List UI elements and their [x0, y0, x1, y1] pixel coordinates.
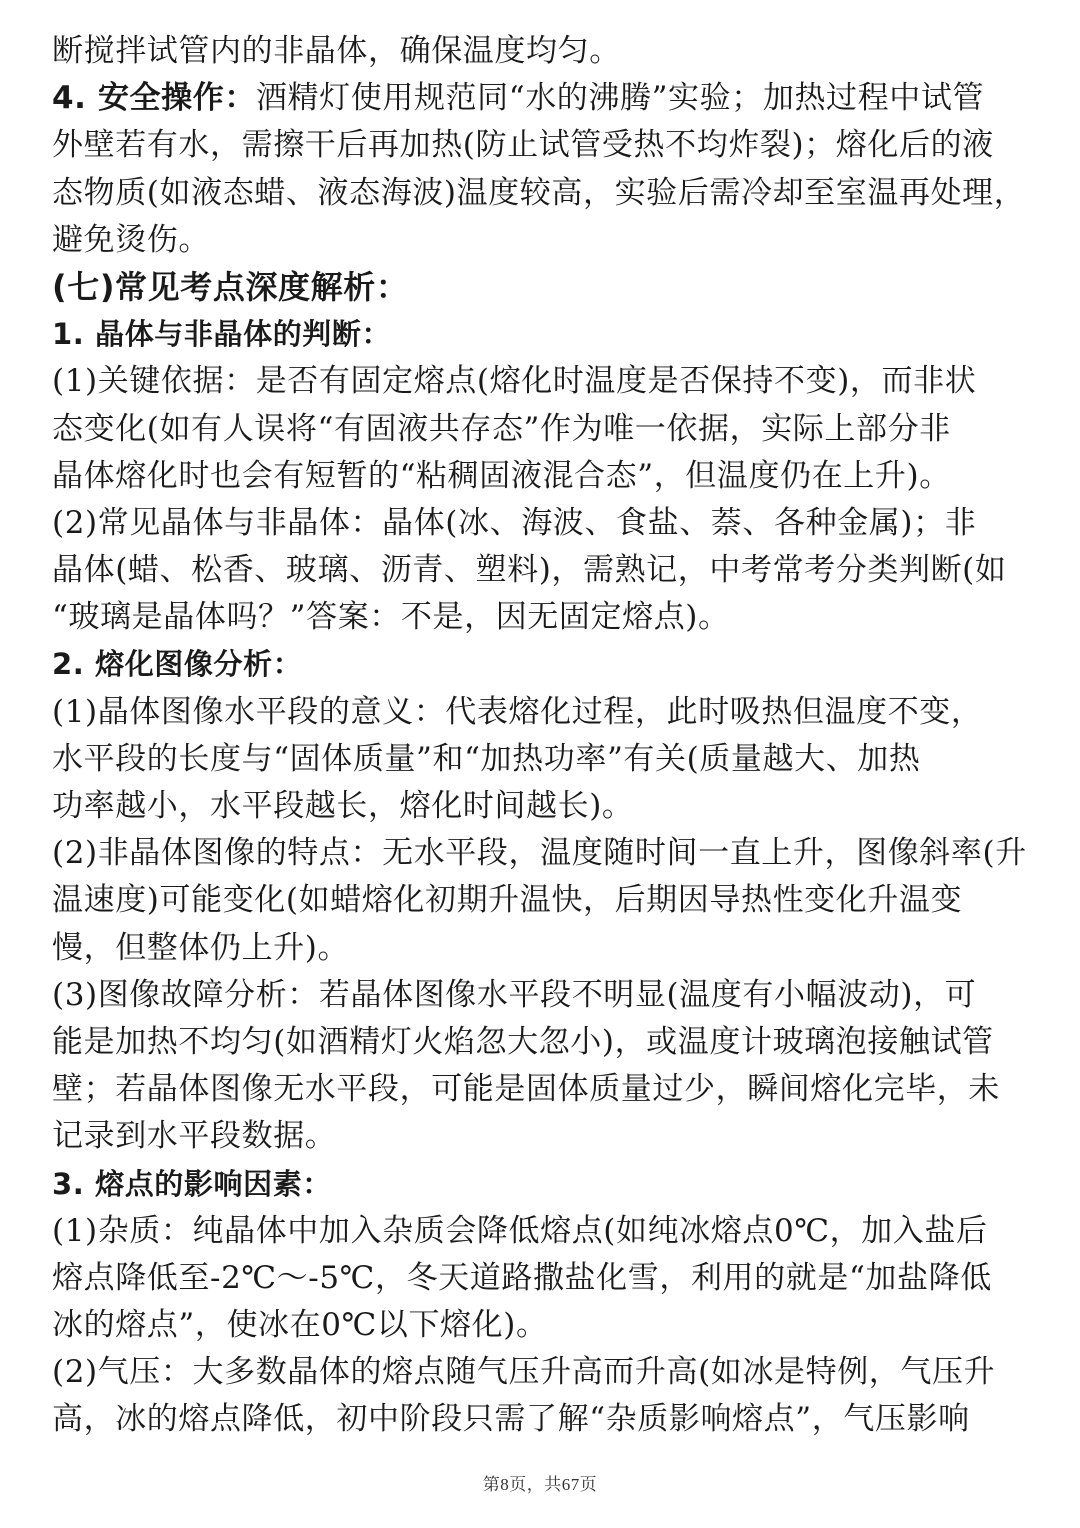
text-line: “玻璃是晶体吗？”答案：不是，因无固定熔点)。 [52, 599, 730, 636]
text-line: (1)杂质：纯晶体中加入杂质会降低熔点(如纯冰熔点0℃，加入盐后 [52, 1212, 988, 1249]
text-line: 功率越小，水平段越长，熔化时间越长)。 [52, 788, 634, 824]
subsection-heading: 3. 熔点的影响因素： [52, 1166, 332, 1201]
text-line: 水平段的长度与“固体质量”和“加热功率”有关(质量越大、加热 [52, 740, 921, 777]
text-line: 晶体(蜡、松香、玻璃、沥青、塑料)，需熟记，中考常考分类判断(如 [52, 552, 1007, 589]
text-line: 4. 安全操作：酒精灯使用规范同“水的沸腾”实验；加热过程中试管 [52, 80, 985, 117]
text-line: (2)常见晶体与非晶体：晶体(冰、海波、食盐、萘、各种金属)；非 [52, 504, 977, 541]
text-line: 能是加热不均匀(如酒精灯火焰忽大忽小)，或温度计玻璃泡接触试管 [52, 1023, 994, 1060]
text-line: 避免烫伤。 [52, 221, 210, 258]
text-line: 高，冰的熔点降低，初中阶段只需了解“杂质影响熔点”，气压影响 [52, 1401, 970, 1438]
text-line: (2)气压：大多数晶体的熔点随气压升高而升高(如冰是特例，气压升 [52, 1354, 996, 1391]
section-heading: (七)常见考点深度解析： [52, 267, 409, 306]
text-line: 外壁若有水，需擦干后再加热(防止试管受热不均炸裂)；熔化后的液 [52, 127, 994, 164]
page-number: 第8页，共67页 [482, 1475, 598, 1494]
item-lead: 4. 安全操作： [52, 80, 256, 117]
subsection-heading: 2. 熔化图像分析： [52, 647, 303, 682]
text-line: (3)图像故障分析：若晶体图像水平段不明显(温度有小幅波动)，可 [52, 976, 977, 1013]
text-line: 温速度)可能变化(如蜡熔化初期升温快，后期因导热性变化升温变 [52, 882, 963, 919]
text-line: 壁；若晶体图像无水平段，可能是固体质量过少，瞬间熔化完毕，未 [52, 1071, 1000, 1108]
text-line: (1)晶体图像水平段的意义：代表熔化过程，此时吸热但温度不变， [52, 693, 983, 730]
subsection-heading: 1. 晶体与非晶体的判断： [52, 317, 392, 352]
text-line: 慢，但整体仍上升)。 [52, 929, 350, 966]
text-line: (2)非晶体图像的特点：无水平段，温度随时间一直上升，图像斜率(升 [52, 835, 1027, 872]
document-body [52, 28, 1032, 1444]
text-line: 熔点降低至-2℃～-5℃，冬天道路撒盐化雪，利用的就是“加盐降低 [52, 1259, 992, 1296]
text-line: 态变化(如有人误将“有固液共存态”作为唯一依据，实际上部分非 [52, 410, 951, 447]
text-line: 晶体熔化时也会有短暂的“粘稠固液混合态”，但温度仍在上升)。 [52, 457, 951, 494]
text-line: (1)关键依据：是否有固定熔点(熔化时温度是否保持不变)，而非状 [52, 363, 977, 400]
text-line: 断搅拌试管内的非晶体，确保温度均匀。 [52, 33, 621, 69]
text-line: 冰的熔点”，使冰在0℃以下熔化)。 [52, 1307, 548, 1344]
text-line: 态物质(如液态蜡、液态海波)温度较高，实验后需冷却至室温再处理， [52, 174, 1026, 211]
text-line: 记录到水平段数据。 [52, 1118, 337, 1155]
